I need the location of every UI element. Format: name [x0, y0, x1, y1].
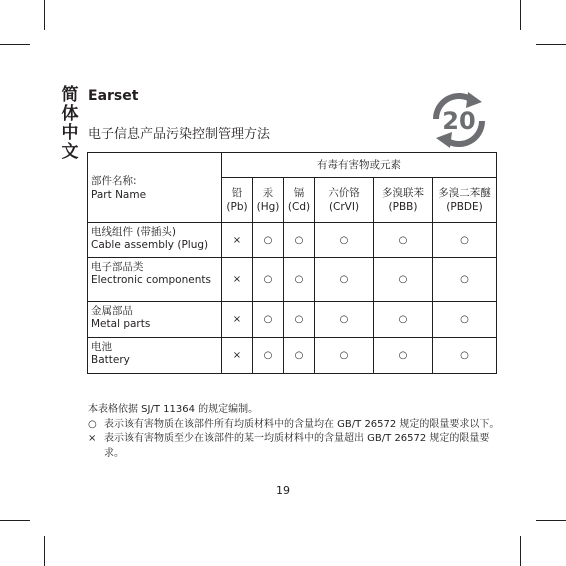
crop-mark [520, 536, 521, 566]
substance-mark: ○ [253, 223, 284, 258]
part-name-cell: 电线组件 (带插头) Cable assembly (Plug) [88, 223, 222, 258]
substance-mark: × [222, 338, 253, 374]
crop-mark [44, 0, 45, 30]
substance-mark: ○ [284, 223, 315, 258]
page-number: 19 [276, 484, 290, 497]
substance-mark: ○ [253, 302, 284, 338]
part-name-cell: 电池 Battery [88, 338, 222, 374]
substance-header: 多溴二苯醚 (PBDE) [433, 178, 497, 223]
part-name-cell: 电子部品类 Electronic components [88, 258, 222, 302]
logo-number: 20 [442, 107, 476, 135]
substance-mark: ○ [315, 223, 374, 258]
substance-mark: ○ [433, 302, 497, 338]
crop-mark [0, 520, 30, 521]
substance-mark: ○ [374, 258, 433, 302]
substance-group-header: 有毒有害物或元素 [222, 153, 497, 178]
substance-header: 汞 (Hg) [253, 178, 284, 223]
substance-mark: ○ [315, 258, 374, 302]
substance-mark: ○ [315, 338, 374, 374]
table-row [88, 338, 497, 374]
table-row [88, 258, 497, 302]
crop-mark [520, 0, 521, 30]
substance-mark: ○ [315, 302, 374, 338]
substance-mark: × [222, 258, 253, 302]
hazardous-substance-table [87, 152, 497, 374]
substance-mark: ○ [433, 338, 497, 374]
substance-header: 铅 (Pb) [222, 178, 253, 223]
part-name-header: 部件名称: Part Name [88, 153, 222, 223]
note-text: 表示该有害物质至少在该部件的某一均质材料中的含量超出 GB/T 26572 规定的限量要求。 [104, 433, 490, 459]
notes-intro: 本表格依据 SJ/T 11364 的规定编制。 [88, 404, 259, 415]
substance-mark: ○ [374, 338, 433, 374]
substance-mark: × [222, 223, 253, 258]
substance-header: 镉 (Cd) [284, 178, 315, 223]
note-item [88, 432, 500, 461]
substance-mark: × [222, 302, 253, 338]
substance-mark: ○ [253, 338, 284, 374]
crop-mark [44, 536, 45, 566]
substance-mark: ○ [253, 258, 284, 302]
epup-20-logo [424, 89, 494, 151]
crop-mark [536, 44, 566, 45]
substance-mark: ○ [433, 258, 497, 302]
note-symbol: ○ [88, 418, 97, 430]
part-name-cell: 金属部品 Metal parts [88, 302, 222, 338]
crop-mark [0, 44, 30, 45]
table-row [88, 223, 497, 258]
note-symbol: × [88, 433, 97, 444]
substance-mark: ○ [433, 223, 497, 258]
crop-mark [536, 520, 566, 521]
arrow-head-icon [466, 92, 482, 108]
substance-mark: ○ [284, 302, 315, 338]
substance-mark: ○ [374, 223, 433, 258]
language-tab: 简体中文 [61, 85, 79, 162]
note-text: 表示该有害物质在该部件所有均质材料中的含量均在 GB/T 26572 规定的限量要求以下。 [104, 418, 500, 430]
note-item [88, 418, 500, 433]
substance-header: 多溴联苯 (PBB) [374, 178, 433, 223]
notes [88, 403, 500, 461]
document-title: 电子信息产品污染控制管理方法 [88, 127, 271, 142]
product-title: Earset [88, 88, 139, 104]
substance-mark: ○ [374, 302, 433, 338]
substance-mark: ○ [284, 338, 315, 374]
table-row [88, 302, 497, 338]
substance-header: 六价铬 (CrVI) [315, 178, 374, 223]
substance-mark: ○ [284, 258, 315, 302]
